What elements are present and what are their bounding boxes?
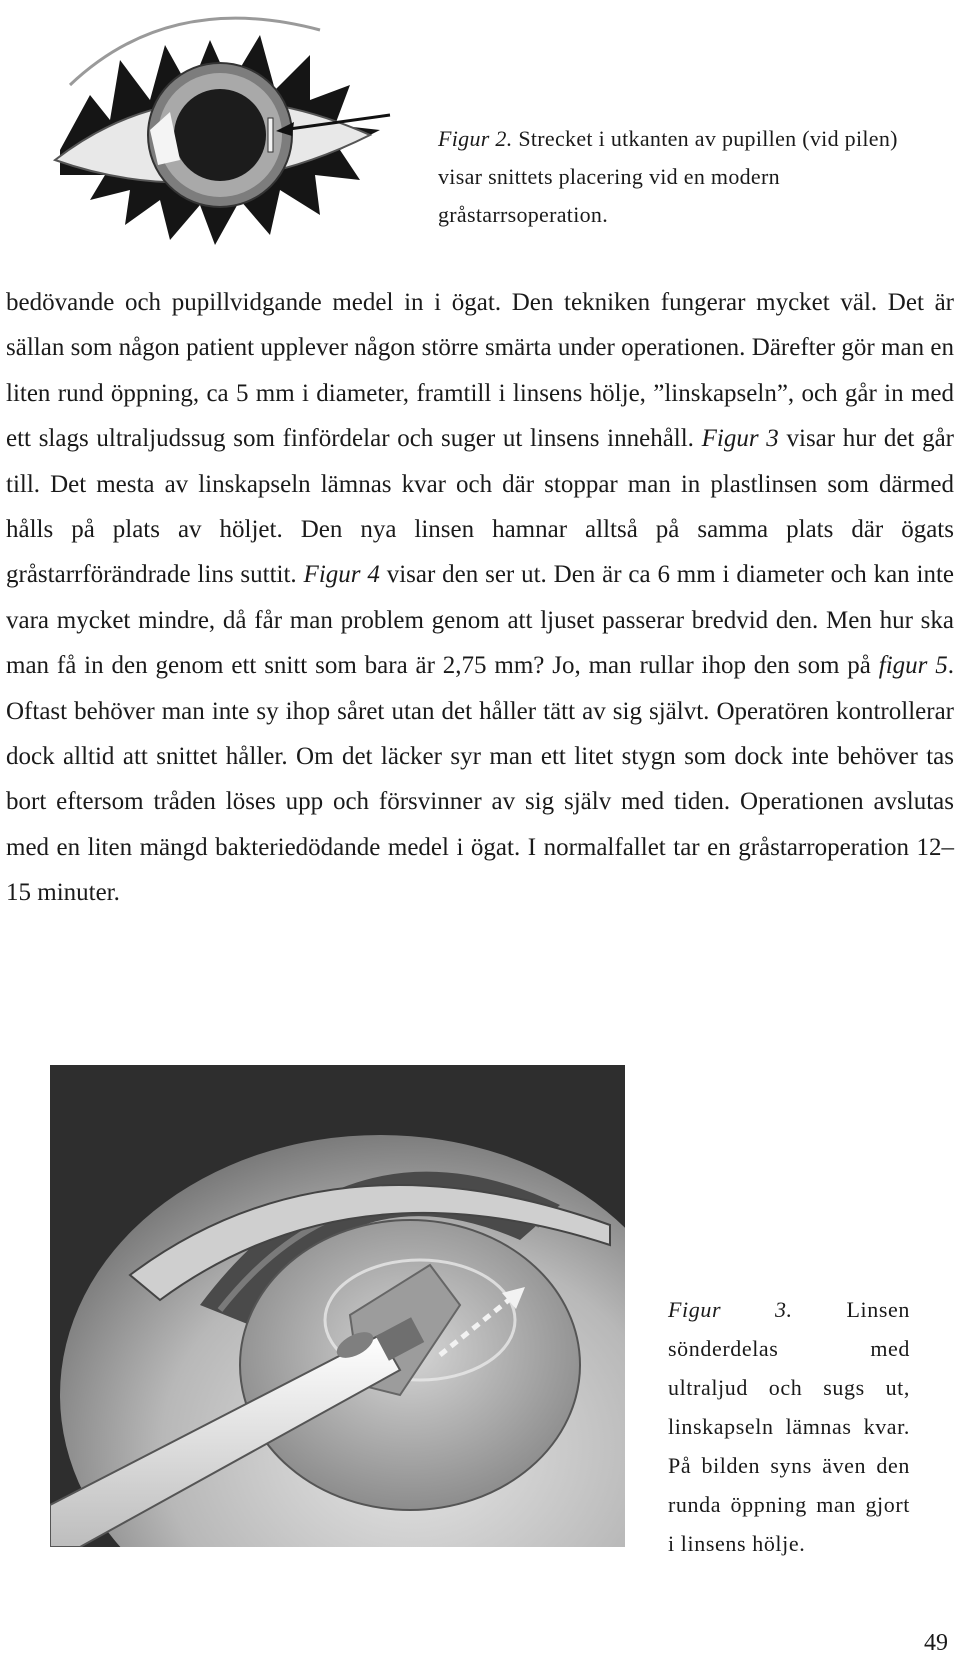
figure2-caption-label: Figur 2. bbox=[438, 126, 513, 151]
figure5-reference: figur 5 bbox=[878, 652, 948, 680]
body-sentence-2: visar hur det går till. Det mesta av linskapseln lämnas kvar och där stoppar man in plastlinsen som därmed hålls på plats av höljet. Den nya linsen hamnar alltså på samma plats där ögats gråstarrförändrade lins suttit. bbox=[6, 425, 954, 589]
body-sentence-3: visar den ser ut. Den är ca 6 mm i diameter och kan inte vara mycket mindre, då får man problem genom att ljuset passerar bredvid den. Men hur ska man få in den genom ett snitt som bara är 2,75 mm? Jo, man rullar ihop den som på bbox=[6, 561, 954, 680]
body-sentence-1: bedövande och pupillvidgande medel in i ögat. Den tekniken fungerar mycket väl. Det är sällan som någon patient upplever någon större smärta under operationen. Därefter gör man en liten rund öppning, ca 5 mm i diameter, framtill i linsens hölje, ”linskapseln”, och går in med ett slags ultraljudssug som finfördelar och suger ut linsens innehåll. bbox=[6, 289, 954, 453]
figure4-reference: Figur 4 bbox=[303, 561, 380, 589]
eye-illustration bbox=[50, 0, 410, 250]
figure2-caption bbox=[438, 120, 928, 234]
figure2-caption-text: Strecket i utkanten av pupillen (vid pilen) visar snittets placering vid en modern gråstarrsoperation. bbox=[438, 126, 898, 227]
figure3-caption-text: Linsen sönderdelas med ultraljud och sugs ut, linskapseln lämnas kvar. På bilden syns även den runda öppning man gjort i linsens hölje. bbox=[668, 1297, 910, 1556]
body-text bbox=[6, 280, 954, 916]
cataract-surgery-illustration bbox=[50, 1065, 625, 1547]
figure3-caption-label: Figur 3. bbox=[668, 1297, 793, 1322]
figure3-caption bbox=[668, 1290, 910, 1563]
body-sentence-4: . Oftast behöver man inte sy ihop såret utan det håller tätt av sig självt. Operatören kontrollerar dock alltid att snittet håller. Om det läcker syr man ett litet stygn som dock inte behöver tas bort eftersom tråden löses upp och försvinner av sig själv med tiden. Operationen avslutas med en liten mängd bakteriedödande medel i ögat. I normalfallet tar en gråstarroperation 12–15 minuter. bbox=[6, 652, 954, 907]
page-number: 49 bbox=[924, 1630, 948, 1656]
body-paragraph bbox=[6, 280, 954, 916]
figure3-reference: Figur 3 bbox=[701, 425, 779, 453]
